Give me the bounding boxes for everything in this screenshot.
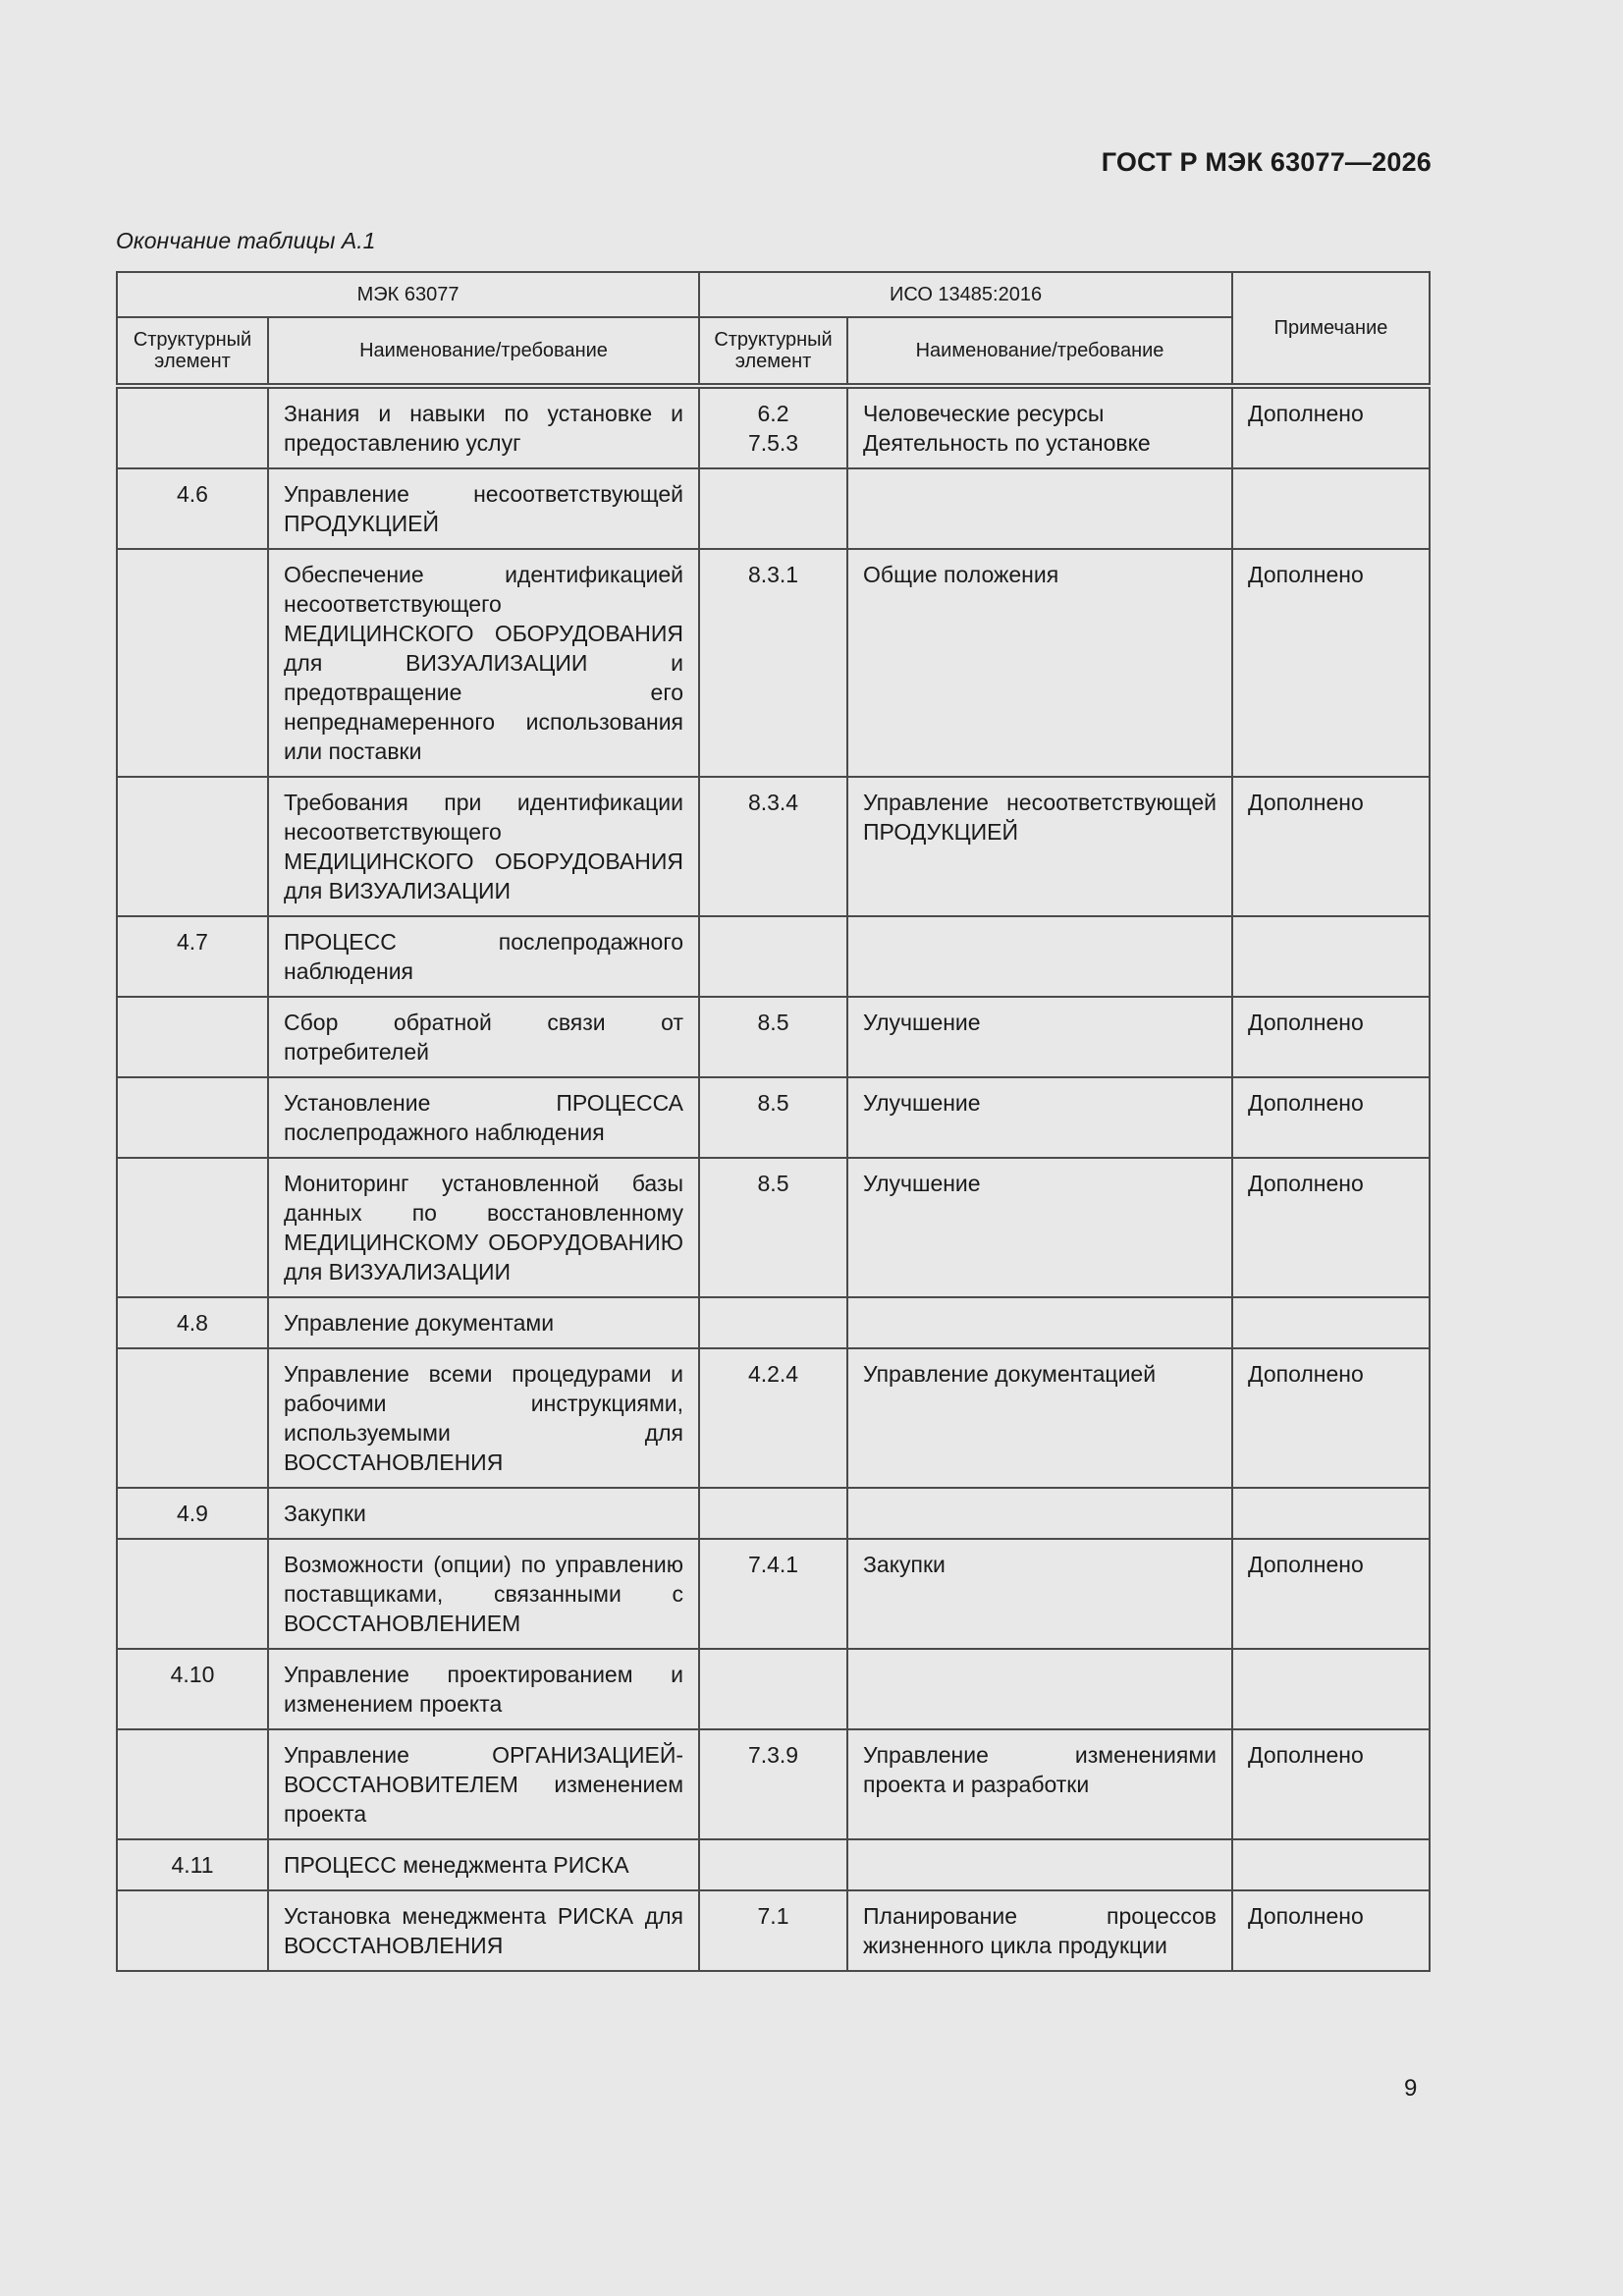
iec-name-cell: Мониторинг установленной базы данных по восстановленному МЕДИЦИНСКОМУ ОБОРУДОВАНИЮ для ВИЗУАЛИЗАЦИИ: [268, 1158, 699, 1297]
iec-element-cell: [117, 1077, 268, 1158]
table-row: [117, 997, 1430, 1077]
iso-element-value: 8.5: [757, 1171, 789, 1196]
iec-element-cell: 4.9: [117, 1488, 268, 1539]
note-cell: Дополнено: [1232, 1348, 1430, 1488]
iso-name-value: Улучшение: [863, 1171, 981, 1196]
iso-element-cell: [699, 1077, 847, 1158]
document-header: ГОСТ Р МЭК 63077—2026: [1101, 147, 1432, 177]
note-cell: [1232, 1297, 1430, 1348]
table-row: [117, 1649, 1430, 1729]
note-cell: Дополнено: [1232, 1539, 1430, 1649]
iso-name-value: Деятельность по установке: [863, 430, 1151, 456]
iso-name-value: Человеческие ресурсы: [863, 401, 1105, 426]
iec-name-cell: Возможности (опции) по управлению поставщиками, связанными с ВОССТАНОВЛЕНИЕМ: [268, 1539, 699, 1649]
iso-name-cell: [847, 1539, 1232, 1649]
iec-name-cell: Управление всеми процедурами и рабочими инструкциями, используемыми для ВОССТАНОВЛЕНИЯ: [268, 1348, 699, 1488]
note-cell: [1232, 1839, 1430, 1890]
iec-name-cell: Установление ПРОЦЕССА послепродажного наблюдения: [268, 1077, 699, 1158]
iec-element-cell: [117, 1158, 268, 1297]
iso-name-header: Наименование/требование: [847, 317, 1232, 386]
iso-name-value: Улучшение: [863, 1090, 981, 1116]
table-row: [117, 1729, 1430, 1839]
table-row: [117, 1158, 1430, 1297]
note-cell: Дополнено: [1232, 549, 1430, 777]
iso-element-cell: [699, 386, 847, 468]
iec-name-cell: Требования при идентификации несоответствующего МЕДИЦИНСКОГО ОБОРУДОВАНИЯ для ВИЗУАЛИЗАЦИИ: [268, 777, 699, 916]
table-caption: Окончание таблицы А.1: [116, 228, 376, 253]
table-row: [117, 468, 1430, 549]
iso-name-cell: [847, 1158, 1232, 1297]
note-cell: [1232, 1649, 1430, 1729]
table-row: [117, 1539, 1430, 1649]
iso-name-value: Управление несоответствующей ПРОДУКЦИЕЙ: [863, 790, 1217, 845]
note-cell: Дополнено: [1232, 1077, 1430, 1158]
note-cell: Дополнено: [1232, 386, 1430, 468]
iso-name-cell: [847, 1729, 1232, 1839]
note-cell: [1232, 468, 1430, 549]
iso-element-cell: [699, 1297, 847, 1348]
iso-element-value: 8.3.4: [747, 790, 799, 815]
iso-element-cell: [699, 1488, 847, 1539]
iec-element-cell: 4.10: [117, 1649, 268, 1729]
iec-element-cell: 4.11: [117, 1839, 268, 1890]
iec-name-cell: Управление проектированием и изменением проекта: [268, 1649, 699, 1729]
iso-name-cell: [847, 1649, 1232, 1729]
iec-name-cell: ПРОЦЕСС послепродажного наблюдения: [268, 916, 699, 997]
iec-name-header: Наименование/требование: [268, 317, 699, 386]
table-row: [117, 1297, 1430, 1348]
iec-element-header: Структурный элемент: [117, 317, 268, 386]
iso-element-value: 7.3.9: [747, 1742, 799, 1768]
iec-element-cell: [117, 1890, 268, 1971]
iso-element-header: Структурный элемент: [699, 317, 847, 386]
iso-name-value: Улучшение: [863, 1010, 981, 1035]
iec-name-cell: Управление ОРГАНИЗАЦИЕЙ-ВОССТАНОВИТЕЛЕМ изменением проекта: [268, 1729, 699, 1839]
correspondence-table: [116, 271, 1431, 1972]
iso-element-value: 7.1: [757, 1903, 789, 1929]
iso-element-cell: [699, 1158, 847, 1297]
iso-name-cell: [847, 997, 1232, 1077]
iec-name-cell: ПРОЦЕСС менеджмента РИСКА: [268, 1839, 699, 1890]
table-row: [117, 1348, 1430, 1488]
iso-element-cell: [699, 1729, 847, 1839]
iso-name-value: Планирование процессов жизненного цикла продукции: [863, 1903, 1217, 1958]
iso-name-cell: [847, 777, 1232, 916]
note-cell: Дополнено: [1232, 997, 1430, 1077]
iso-name-cell: [847, 1297, 1232, 1348]
iso-name-cell: [847, 1077, 1232, 1158]
table-row: [117, 1839, 1430, 1890]
note-cell: Дополнено: [1232, 1890, 1430, 1971]
iec-name-cell: Управление документами: [268, 1297, 699, 1348]
note-cell: Дополнено: [1232, 1158, 1430, 1297]
table-row: [117, 1077, 1430, 1158]
iec-element-cell: [117, 1729, 268, 1839]
iso-name-cell: [847, 1890, 1232, 1971]
iec-name-cell: Установка менеджмента РИСКА для ВОССТАНОВЛЕНИЯ: [268, 1890, 699, 1971]
note-cell: [1232, 916, 1430, 997]
iec-element-cell: [117, 1348, 268, 1488]
note-cell: Дополнено: [1232, 777, 1430, 916]
table-row: [117, 1890, 1430, 1971]
table-row: [117, 1488, 1430, 1539]
iso-element-cell: [699, 997, 847, 1077]
iec-name-cell: Закупки: [268, 1488, 699, 1539]
iec-name-cell: Сбор обратной связи от потребителей: [268, 997, 699, 1077]
iec-element-cell: 4.7: [117, 916, 268, 997]
iso-name-value: Общие положения: [863, 562, 1059, 587]
iso-element-value: 7.5.3: [747, 430, 799, 456]
iec-group-header: МЭК 63077: [117, 272, 699, 317]
iec-element-cell: 4.8: [117, 1297, 268, 1348]
iec-name-cell: Знания и навыки по установке и предоставлению услуг: [268, 386, 699, 468]
iso-element-cell: [699, 1890, 847, 1971]
note-cell: [1232, 1488, 1430, 1539]
iec-name-cell: Управление несоответствующей ПРОДУКЦИЕЙ: [268, 468, 699, 549]
iso-element-cell: [699, 1348, 847, 1488]
note-header: Примечание: [1232, 272, 1430, 386]
table-row: [117, 916, 1430, 997]
table-row: [117, 386, 1430, 468]
iso-name-cell: [847, 386, 1232, 468]
iso-name-cell: [847, 468, 1232, 549]
iso-element-value: 4.2.4: [747, 1361, 799, 1387]
iso-element-cell: [699, 1539, 847, 1649]
iec-element-cell: 4.6: [117, 468, 268, 549]
iec-element-cell: [117, 1539, 268, 1649]
table-row: [117, 549, 1430, 777]
iso-name-value: Управление документацией: [863, 1361, 1157, 1387]
iso-element-cell: [699, 1839, 847, 1890]
iso-element-cell: [699, 916, 847, 997]
iso-element-value: 6.2: [757, 401, 789, 426]
iec-element-cell: [117, 997, 268, 1077]
iso-element-value: 8.3.1: [747, 562, 799, 587]
iso-element-cell: [699, 468, 847, 549]
iso-element-cell: [699, 549, 847, 777]
table-body: [117, 386, 1430, 1971]
iec-element-cell: [117, 386, 268, 468]
iso-name-value: Управление изменениями проекта и разработки: [863, 1742, 1217, 1797]
iso-element-value: 8.5: [757, 1010, 789, 1035]
iec-name-cell: Обеспечение идентификацией несоответствующего МЕДИЦИНСКОГО ОБОРУДОВАНИЯ для ВИЗУАЛИЗАЦИИ и предотвращение его непреднамеренного использования или поставки: [268, 549, 699, 777]
iso-element-value: 8.5: [757, 1090, 789, 1116]
iso-name-cell: [847, 1839, 1232, 1890]
iso-name-cell: [847, 916, 1232, 997]
iso-name-cell: [847, 549, 1232, 777]
page-number: 9: [1404, 2075, 1418, 2102]
iec-element-cell: [117, 777, 268, 916]
note-cell: Дополнено: [1232, 1729, 1430, 1839]
iso-element-cell: [699, 1649, 847, 1729]
table-row: [117, 777, 1430, 916]
iec-element-cell: [117, 549, 268, 777]
iso-name-value: Закупки: [863, 1552, 946, 1577]
iso-element-value: 7.4.1: [747, 1552, 799, 1577]
iso-name-cell: [847, 1488, 1232, 1539]
iso-name-cell: [847, 1348, 1232, 1488]
iso-group-header: ИСО 13485:2016: [699, 272, 1232, 317]
iso-element-cell: [699, 777, 847, 916]
